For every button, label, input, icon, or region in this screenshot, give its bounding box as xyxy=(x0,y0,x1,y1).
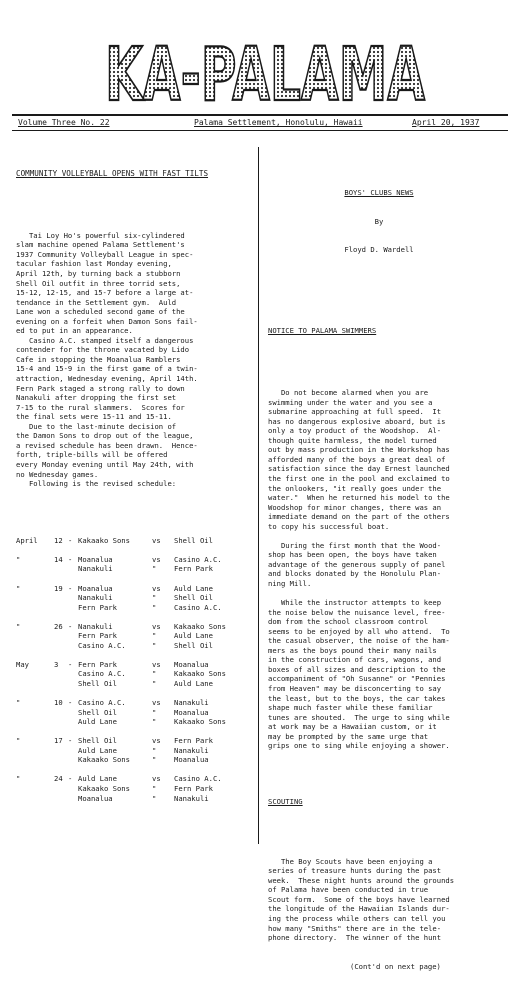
schedule-vs: vs xyxy=(152,535,161,545)
schedule-away-team: Shell Oil xyxy=(174,535,213,545)
text-line: in the construction of cars, wagons, and xyxy=(268,655,442,665)
masthead-logo xyxy=(100,34,430,112)
schedule-vs: vs xyxy=(152,774,161,784)
text-line: dom from the school classroom control xyxy=(268,617,429,627)
schedule-month: " xyxy=(16,621,21,631)
schedule-home-team: Moanalua xyxy=(78,583,113,593)
schedule-row xyxy=(16,622,256,632)
schedule-row xyxy=(16,650,256,660)
schedule-away-team: Moanalua xyxy=(174,707,209,717)
column-divider xyxy=(258,147,259,844)
right-column xyxy=(268,150,514,981)
schedule-row xyxy=(16,736,256,746)
text-line: Fern Park staged a strong rally to down xyxy=(16,383,185,393)
text-line: water." When he returned his model to the xyxy=(268,493,450,503)
schedule-row xyxy=(16,755,256,765)
schedule-dash: - xyxy=(68,554,73,564)
schedule-home-team: Nanakuli xyxy=(78,593,113,603)
schedule-month: " xyxy=(16,736,21,746)
schedule-vs: " xyxy=(152,678,157,688)
schedule-away-team: Casino A.C. xyxy=(174,602,222,612)
left-column xyxy=(16,150,256,813)
text-line: though quite harmless, the model turned xyxy=(268,435,437,445)
volume-date: April 20, 1937 xyxy=(412,118,480,127)
text-line: seems to be enjoyed by all who attend. To xyxy=(268,626,450,636)
schedule-away-team: Nanakuli xyxy=(174,698,209,708)
schedule-home-team: Nanakuli xyxy=(78,564,113,574)
text-line: the first one in the pool and exclaimed to xyxy=(268,473,450,483)
schedule-away-team: Auld Lane xyxy=(174,631,213,641)
schedule-home-team: Casino A.C. xyxy=(78,698,126,708)
text-line: While the instructor attempts to keep xyxy=(268,598,442,608)
text-line: attraction, Wednesday evening, April 14th. xyxy=(16,374,198,384)
schedule-dash: - xyxy=(68,583,73,593)
schedule-row xyxy=(16,660,256,670)
text-line: Shell Oil outfit in three torrid sets, xyxy=(16,278,181,288)
scouting-headline: SCOUTING xyxy=(268,797,303,806)
schedule-row xyxy=(16,698,256,708)
text-line: the casual observer, the noise of the ham- xyxy=(268,636,450,646)
byline-by: By xyxy=(374,216,384,226)
text-line: Do not become alarmed when you are xyxy=(268,388,429,398)
schedule-vs: vs xyxy=(152,583,161,593)
schedule-away-team: Moanalua xyxy=(174,755,209,765)
text-line: 15-4 and 15-9 in the first game of a twin- xyxy=(16,364,198,374)
text-line: shop has been open, the boys have taken xyxy=(268,550,437,560)
schedule-away-team: Kakaako Sons xyxy=(174,669,226,679)
text-line: immediate demand on the part of the others xyxy=(268,512,450,522)
text-line: the noise below the nuisance level, free- xyxy=(268,607,446,617)
text-line: satisfaction since the day Ernest launched xyxy=(268,464,450,474)
text-line: contender for the throne vacated by Lido xyxy=(16,345,190,355)
schedule-away-team: Shell Oil xyxy=(174,593,213,603)
schedule-vs: vs xyxy=(152,621,161,631)
schedule-row xyxy=(16,555,256,565)
volume-number: Volume Three No. 22 xyxy=(18,118,110,127)
text-line: Woodshop for minor changes, there was an xyxy=(268,502,442,512)
schedule-row xyxy=(16,603,256,613)
text-line: and blocks donated by the Honolulu Plan- xyxy=(268,569,442,579)
schedule-away-team: Shell Oil xyxy=(174,640,213,650)
text-line: forth, triple-bills will be offered xyxy=(16,450,168,460)
continued-note: (Cont'd on next page) xyxy=(350,961,441,971)
schedule-vs: " xyxy=(152,755,157,765)
schedule-row xyxy=(16,536,256,546)
text-line: out by mass production in the Workshop has xyxy=(268,445,450,455)
text-line: has no dangerous explosive aboard, but is xyxy=(268,416,446,426)
text-line: ed to put in an appearance. xyxy=(16,326,133,336)
boys-clubs-header: BOYS' CLUBS NEWS xyxy=(344,188,414,198)
schedule-away-team: Casino A.C. xyxy=(174,774,222,784)
schedule-away-team: Fern Park xyxy=(174,564,213,574)
schedule-home-team: Fern Park xyxy=(78,659,117,669)
schedule-away-team: Auld Lane xyxy=(174,583,213,593)
text-line: tendance in the Settlement gym. Auld xyxy=(16,297,177,307)
schedule-vs: vs xyxy=(152,659,161,669)
schedule-home-team: Shell Oil xyxy=(78,707,117,717)
schedule-month: " xyxy=(16,583,21,593)
byline-author: Floyd D. Wardell xyxy=(344,245,414,255)
schedule-dash: - xyxy=(68,698,73,708)
schedule-row xyxy=(16,794,256,804)
text-line: The Boy Scouts have been enjoying a xyxy=(268,856,433,866)
schedule-away-team: Casino A.C. xyxy=(174,554,222,564)
text-line: afforded many of the boys a great deal of xyxy=(268,454,446,464)
text-line: ing the process while others can tell you xyxy=(268,914,446,924)
schedule-home-team: Fern Park xyxy=(78,602,117,612)
schedule-vs: vs xyxy=(152,698,161,708)
schedule-home-team: Kakaako Sons xyxy=(78,784,130,793)
schedule-day: 24 xyxy=(54,774,63,784)
text-line: slam machine opened Palama Settlement's xyxy=(16,240,185,250)
text-line: submarine approaching at full speed. It xyxy=(268,407,442,417)
schedule-row xyxy=(16,689,256,699)
text-line: evening on a forfeit when Damon Sons fail- xyxy=(16,316,198,326)
schedule-month: May xyxy=(16,659,29,669)
schedule-dash: - xyxy=(68,535,73,545)
schedule-row xyxy=(16,545,256,555)
schedule-row xyxy=(16,765,256,775)
schedule-row xyxy=(16,641,256,651)
volume-place: Palama Settlement, Honolulu, Hawaii xyxy=(194,118,363,127)
text-line: Scout form. Some of the boys have learned xyxy=(268,894,450,904)
text-line: the least, but to the boys, the car takes xyxy=(268,693,446,703)
schedule-away-team: Nanakuli xyxy=(174,793,209,803)
text-line: a revised schedule has been drawn. Hence- xyxy=(16,440,198,450)
schedule-home-team: Shell Oil xyxy=(78,736,117,746)
text-line: from Heaven" may be disconcerting to say xyxy=(268,683,442,693)
schedule-day: 3 xyxy=(54,659,59,669)
text-line: April 12th, by turning back a stubborn xyxy=(16,269,181,279)
schedule-day: 12 xyxy=(54,535,63,545)
schedule-row xyxy=(16,631,256,641)
schedule-away-team: Kakaako Sons xyxy=(174,621,226,631)
schedule-vs: " xyxy=(152,593,157,603)
schedule-row xyxy=(16,717,256,727)
text-line: the longitude of the Hawaiian Islands dur- xyxy=(268,904,450,914)
text-line xyxy=(268,531,514,541)
text-line: how many "Smiths" there are in the tele- xyxy=(268,923,442,933)
schedule-row xyxy=(16,784,256,794)
schedule-day: 26 xyxy=(54,621,63,631)
schedule-away-team: Moanalua xyxy=(174,659,209,669)
text-line: Nanakuli after dropping the first set xyxy=(16,393,177,403)
schedule-table xyxy=(16,536,256,803)
text-line: phone directory. The winner of the hunt xyxy=(268,933,442,943)
schedule-month: " xyxy=(16,698,21,708)
text-line: the final sets were 15-11 and 15-11. xyxy=(16,412,172,422)
text-line: the onlookers, "it really goes under the xyxy=(268,483,442,493)
text-line: 7-15 to the rural slammers. Scores for xyxy=(16,402,185,412)
schedule-vs: " xyxy=(152,717,157,727)
schedule-home-team: Auld Lane xyxy=(78,717,117,727)
text-line: every Monday evening until May 24th, with xyxy=(16,459,194,469)
text-line: boxes of all sizes and description to the xyxy=(268,664,446,674)
text-line: grips one to sing while enjoying a shower. xyxy=(268,741,450,751)
volume-line xyxy=(14,117,506,129)
schedule-row xyxy=(16,612,256,622)
text-line xyxy=(268,589,514,599)
schedule-vs: " xyxy=(152,793,157,803)
text-line: of Palama have been conducted in true xyxy=(268,885,429,895)
text-line: shape much faster while these familiar xyxy=(268,703,433,713)
text-line: the Damon Sons to drop out of the league, xyxy=(16,431,194,441)
masthead xyxy=(100,34,430,112)
schedule-vs: " xyxy=(152,707,157,717)
masthead-title: KA-PALAMA xyxy=(105,34,425,112)
schedule-day: 19 xyxy=(54,583,63,593)
schedule-month: " xyxy=(16,554,21,564)
text-line: 1937 Community Volleyball League in spec- xyxy=(16,249,194,259)
schedule-vs: " xyxy=(152,745,157,755)
schedule-month: April xyxy=(16,535,38,545)
text-line: 15-12, 12-15, and 15-7 before a large at- xyxy=(16,288,194,298)
schedule-home-team: Moanalua xyxy=(78,793,113,803)
schedule-vs: " xyxy=(152,669,157,679)
text-line: Casino A.C. stamped itself a dangerous xyxy=(16,335,194,345)
schedule-vs: " xyxy=(152,784,157,793)
schedule-day: 14 xyxy=(54,554,63,564)
text-line: to copy his successful boat. xyxy=(268,521,390,531)
text-line: week. These night hunts around the grounds xyxy=(268,875,455,885)
text-line: mers as the boys pound their many nails xyxy=(268,645,437,655)
schedule-row xyxy=(16,746,256,756)
schedule-vs: vs xyxy=(152,736,161,746)
schedule-row xyxy=(16,669,256,679)
schedule-home-team: Moanalua xyxy=(78,554,113,564)
text-line: only a toy product of the Woodshop. Al- xyxy=(268,426,442,436)
schedule-row xyxy=(16,679,256,689)
schedule-row xyxy=(16,584,256,594)
text-line: Due to the last-minute decision of xyxy=(16,421,177,431)
schedule-home-team: Fern Park xyxy=(78,631,117,641)
schedule-home-team: Casino A.C. xyxy=(78,640,126,650)
schedule-dash: - xyxy=(68,774,73,784)
text-line: ning Mill. xyxy=(268,578,312,588)
schedule-away-team: Kakaako Sons xyxy=(174,717,226,727)
schedule-home-team: Auld Lane xyxy=(78,774,117,784)
schedule-away-team: Auld Lane xyxy=(174,678,213,688)
schedule-row xyxy=(16,574,256,584)
schedule-home-team: Nanakuli xyxy=(78,621,113,631)
volume-rule xyxy=(12,130,508,131)
text-line: at work may be a Hawaiian custom, or it xyxy=(268,722,437,732)
text-line: Cafe in stopping the Moanalua Ramblers xyxy=(16,354,181,364)
scouting-article xyxy=(268,857,514,943)
schedule-home-team: Casino A.C. xyxy=(78,669,126,679)
text-line: tunes are shouted. The urge to sing while xyxy=(268,712,450,722)
schedule-home-team: Shell Oil xyxy=(78,678,117,688)
schedule-dash: - xyxy=(68,659,73,669)
schedule-month: " xyxy=(16,774,21,784)
notice-article xyxy=(268,388,514,751)
text-line: Tai Loy Ho's powerful six-cylindered xyxy=(16,230,185,240)
text-line: series of treasure hunts during the past xyxy=(268,866,442,876)
schedule-vs: " xyxy=(152,564,157,574)
schedule-away-team: Fern Park xyxy=(174,736,213,746)
volleyball-article xyxy=(16,231,256,489)
schedule-row xyxy=(16,564,256,574)
text-line: advantage of the generous supply of panel xyxy=(268,559,446,569)
schedule-row xyxy=(16,593,256,603)
volleyball-headline: COMMUNITY VOLLEYBALL OPENS WITH FAST TILTS xyxy=(16,169,209,179)
schedule-home-team: Auld Lane xyxy=(78,745,117,755)
text-line: swimming under the water and you see a xyxy=(268,397,433,407)
text-line: no Wednesday games. xyxy=(16,469,99,479)
schedule-away-team: Fern Park xyxy=(174,784,213,793)
text-line: may be prompted by the same urge that xyxy=(268,731,429,741)
schedule-day: 10 xyxy=(54,698,63,708)
schedule-vs: vs xyxy=(152,554,161,564)
schedule-dash: - xyxy=(68,736,73,746)
schedule-day: 17 xyxy=(54,736,63,746)
text-line: Lane won a scheduled second game of the xyxy=(16,307,185,317)
schedule-vs: " xyxy=(152,631,157,641)
text-line: During the first month that the Wood- xyxy=(268,540,442,550)
schedule-home-team: Kakaako Sons xyxy=(78,535,130,545)
schedule-row xyxy=(16,727,256,737)
schedule-vs: " xyxy=(152,640,157,650)
schedule-dash: - xyxy=(68,621,73,631)
text-line: Following is the revised schedule: xyxy=(16,479,177,489)
schedule-away-team: Nanakuli xyxy=(174,745,209,755)
schedule-vs: " xyxy=(152,602,157,612)
notice-headline: NOTICE TO PALAMA SWIMMERS xyxy=(268,326,377,336)
text-line: tacular fashion last Monday evening, xyxy=(16,259,172,269)
schedule-home-team: Kakaako Sons xyxy=(78,755,130,765)
schedule-row xyxy=(16,708,256,718)
text-line: accompaniment of "Oh Susanne" or "Pennies xyxy=(268,674,446,684)
schedule-row xyxy=(16,774,256,784)
masthead-rule xyxy=(12,114,508,116)
